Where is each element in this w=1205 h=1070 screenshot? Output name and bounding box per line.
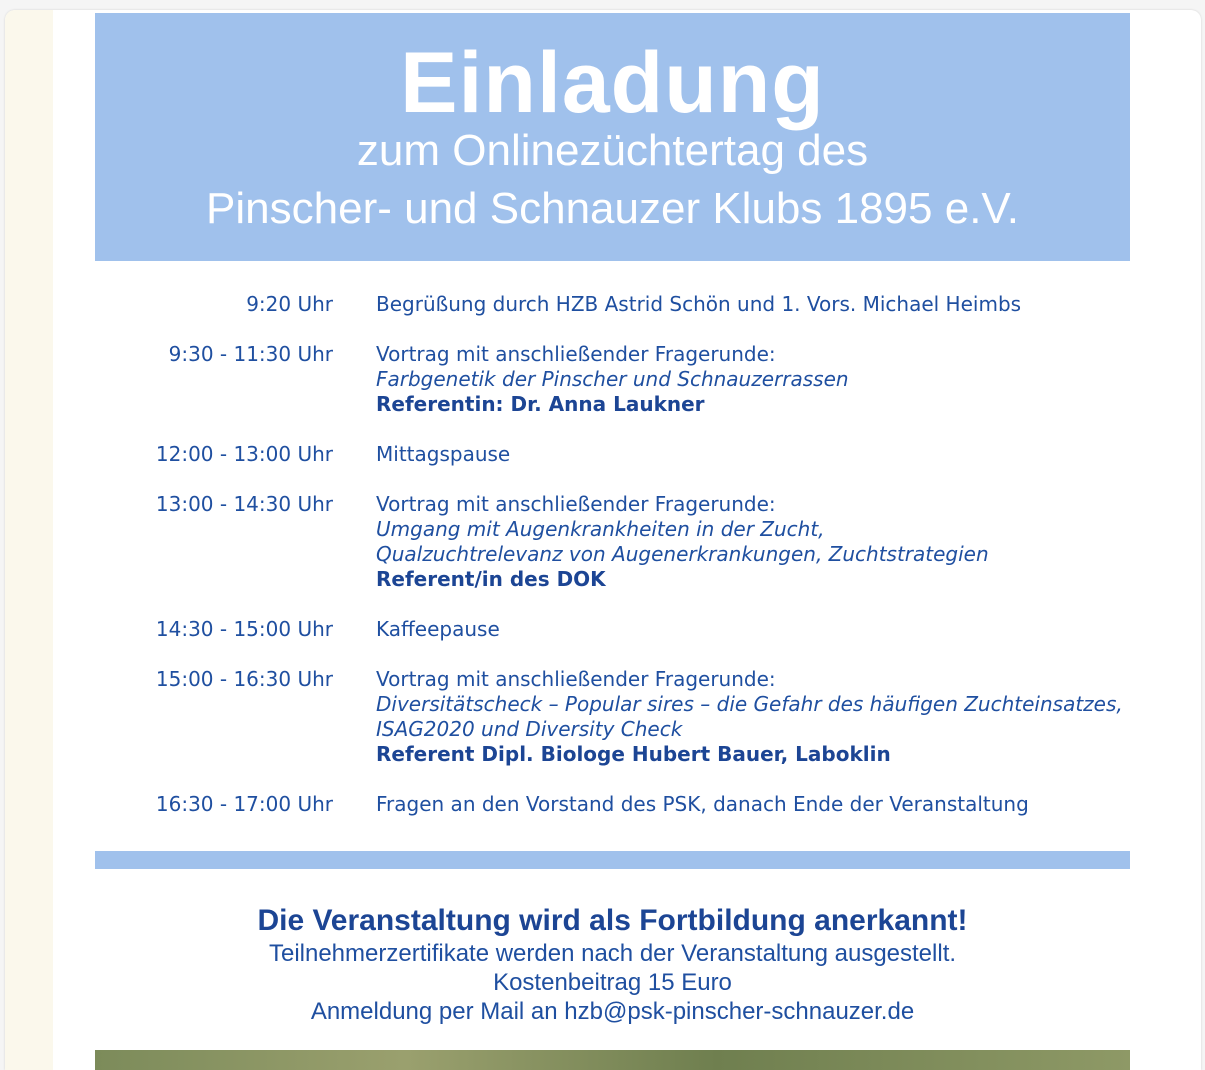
- speaker-name: Referentin: Dr. Anna Laukner: [376, 392, 705, 416]
- schedule-text: Vortrag mit anschließender Fragerunde:: [376, 667, 776, 691]
- title-banner: [95, 13, 1130, 261]
- talk-topic: Qualzuchtrelevanz von Augenerkrankungen, Zuchtstrategien: [376, 542, 989, 566]
- schedule-time: 14:30 - 15:00 Uhr: [155, 617, 333, 641]
- schedule-description: [376, 442, 1116, 467]
- schedule-text: Mittagspause: [376, 442, 511, 466]
- invitation-subtitle-line2: Pinscher- und Schnauzer Klubs 1895 e.V.: [206, 184, 1019, 233]
- schedule-time: 9:30 - 11:30 Uhr: [168, 342, 333, 366]
- document-viewer: [5, 10, 1201, 1070]
- invitation-page: [95, 13, 1130, 1070]
- fee-note: Kostenbeitrag 15 Euro: [493, 969, 732, 996]
- schedule-description: [376, 792, 1116, 817]
- schedule-text: Fragen an den Vorstand des PSK, danach Ende der Veranstaltung: [376, 792, 1029, 816]
- speaker-name: Referent/in des DOK: [376, 567, 606, 591]
- schedule-text: Vortrag mit anschließender Fragerunde:: [376, 342, 776, 366]
- talk-topic: Diversitätscheck – Popular sires – die Gefahr des häufigen Zuchteinsatzes,: [376, 692, 1123, 716]
- schedule-description: [376, 342, 1116, 417]
- certification-headline: Die Veranstaltung wird als Fortbildung anerkannt!: [257, 904, 968, 937]
- bottom-photo: [95, 1050, 1130, 1070]
- schedule-time: 15:00 - 16:30 Uhr: [155, 667, 333, 691]
- registration-note: Anmeldung per Mail an hzb@psk-pinscher-schnauzer.de: [310, 998, 915, 1025]
- invitation-subtitle-line1: zum Onlinezüchtertag des: [356, 126, 869, 175]
- talk-topic: Umgang mit Augenkrankheiten in der Zucht,: [376, 517, 825, 541]
- schedule-text: Kaffeepause: [376, 617, 500, 641]
- talk-topic: Farbgenetik der Pinscher und Schnauzerrassen: [376, 367, 849, 391]
- schedule-description: [376, 617, 1116, 642]
- schedule-time: 12:00 - 13:00 Uhr: [155, 442, 333, 466]
- section-divider: [95, 851, 1130, 869]
- schedule-text: Vortrag mit anschließender Fragerunde:: [376, 492, 776, 516]
- schedule-description: [376, 667, 1123, 767]
- left-margin-strip: [5, 10, 53, 1070]
- footer-info: [95, 903, 1130, 1026]
- schedule-time: 13:00 - 14:30 Uhr: [155, 492, 333, 516]
- schedule-description: [376, 292, 1116, 317]
- schedule-time: 16:30 - 17:00 Uhr: [155, 792, 333, 816]
- talk-topic: ISAG2020 und Diversity Check: [376, 717, 683, 741]
- certificate-note: Teilnehmerzertifikate werden nach der Veranstaltung ausgestellt.: [268, 940, 957, 967]
- invitation-title: Einladung: [400, 35, 825, 131]
- schedule-time: 9:20 Uhr: [246, 292, 333, 316]
- schedule-text: Begrüßung durch HZB Astrid Schön und 1. Vors. Michael Heimbs: [376, 292, 1022, 316]
- schedule-description: [376, 492, 1116, 592]
- speaker-name: Referent Dipl. Biologe Hubert Bauer, Laboklin: [376, 742, 891, 766]
